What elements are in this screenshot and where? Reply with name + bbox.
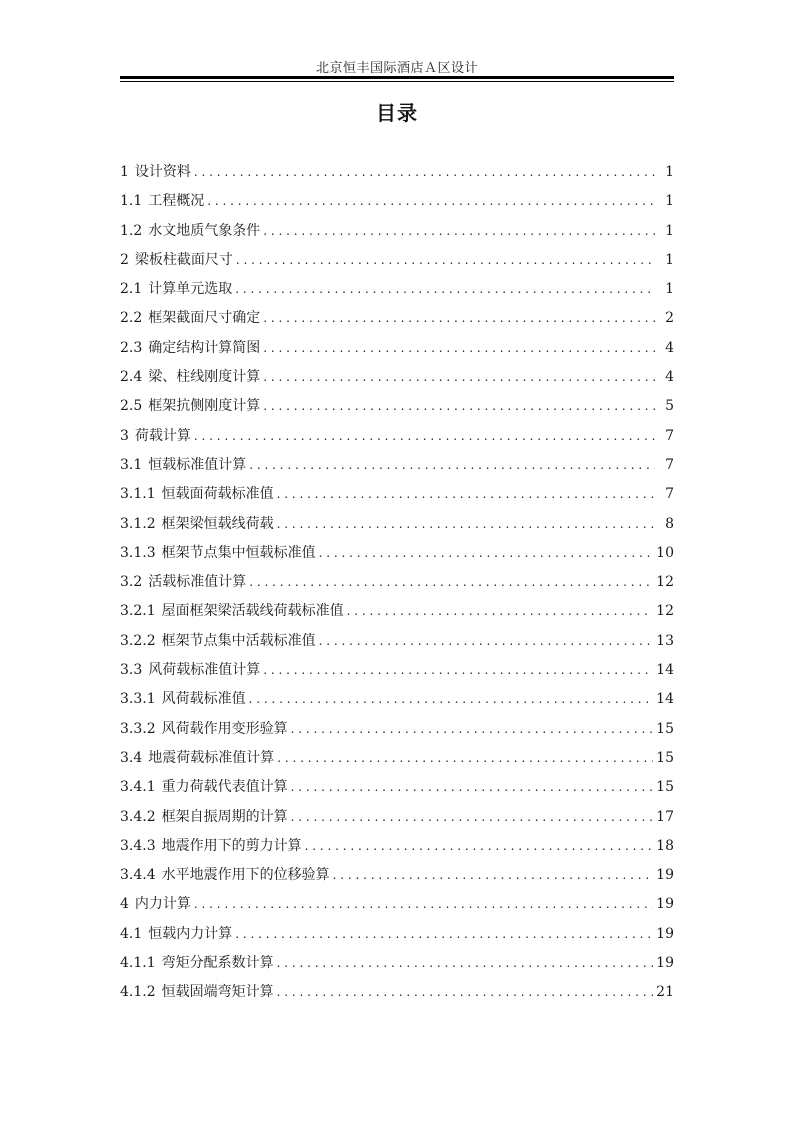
toc-dot-leader: [277, 978, 654, 1007]
toc-dot-leader: [236, 246, 655, 275]
toc-entry-title: 框架节点集中活载标准值: [161, 632, 316, 649]
toc-entry[interactable]: [120, 451, 674, 480]
toc-entry[interactable]: [120, 187, 674, 216]
toc-entry-title: 恒载内力计算: [148, 925, 233, 942]
toc-entry-number: 3: [120, 427, 129, 444]
toc-entry-number: 3.1: [120, 456, 143, 473]
toc-entry-page: 1: [665, 281, 674, 298]
toc-entry-page: 7: [665, 486, 674, 503]
toc-entry[interactable]: [120, 685, 674, 714]
toc-dot-leader: [235, 275, 655, 304]
toc-entry-number: 3.4.2: [120, 808, 156, 825]
toc-entry[interactable]: [120, 978, 674, 1007]
toc-entry-page: 14: [656, 691, 674, 708]
toc-entry-title: 地震荷载标准值计算: [148, 749, 275, 766]
toc-entry[interactable]: [120, 773, 674, 802]
toc-entry-title: 荷载计算: [134, 427, 191, 444]
toc-entry-title: 确定结构计算简图: [148, 339, 261, 356]
toc-entry[interactable]: [120, 949, 674, 978]
toc-entry-title: 框架截面尺寸确定: [148, 310, 261, 327]
toc-entry-title: 地震作用下的剪力计算: [161, 837, 302, 854]
toc-dot-leader: [305, 832, 654, 861]
toc-entry[interactable]: [120, 539, 674, 568]
toc-entry-number: 4.1.2: [120, 984, 156, 1001]
toc-entry-number: 4: [120, 896, 129, 913]
toc-entry-number: 1.2: [120, 222, 143, 239]
toc-entry[interactable]: [120, 627, 674, 656]
toc-entry-title: 水平地震作用下的位移验算: [161, 867, 330, 884]
toc-dot-leader: [277, 744, 653, 773]
toc-entry[interactable]: [120, 510, 674, 539]
toc-entry-page: 18: [656, 837, 674, 854]
toc-dot-leader: [249, 451, 655, 480]
toc-entry[interactable]: [120, 861, 674, 890]
toc-dot-leader: [249, 685, 654, 714]
header-rule-thin: [120, 81, 674, 82]
toc-entry-title: 风荷载作用变形验算: [161, 720, 288, 737]
toc-dot-leader: [207, 187, 655, 216]
toc-entry-number: 3.3.2: [120, 720, 156, 737]
toc-entry[interactable]: [120, 832, 674, 861]
toc-dot-leader: [263, 217, 655, 246]
toc-entry[interactable]: [120, 568, 674, 597]
toc-dot-leader: [263, 656, 653, 685]
toc-dot-leader: [277, 949, 654, 978]
toc-entry-title: 计算单元选取: [148, 281, 233, 298]
toc-entry-page: 4: [665, 369, 674, 386]
toc-entry-number: 1.1: [120, 193, 143, 210]
toc-dot-leader: [291, 773, 654, 802]
toc-dot-leader: [291, 803, 654, 832]
toc-entry-title: 活载标准值计算: [148, 574, 247, 591]
toc-entry-number: 3.3.1: [120, 691, 156, 708]
toc-entry-title: 梁、柱线刚度计算: [148, 369, 261, 386]
toc-entry[interactable]: [120, 334, 674, 363]
toc-entry-title: 梁板柱截面尺寸: [134, 251, 233, 268]
toc-entry-number: 3.2.2: [120, 632, 156, 649]
toc-entry-number: 3.3: [120, 662, 143, 679]
toc-entry-title: 恒载标准值计算: [148, 456, 247, 473]
toc-entry[interactable]: [120, 597, 674, 626]
toc-entry-title: 弯矩分配系数计算: [161, 955, 274, 972]
toc-entry-page: 1: [665, 193, 674, 210]
toc-entry-number: 3.1.2: [120, 515, 156, 532]
toc-dot-leader: [277, 480, 655, 509]
toc-entry-title: 风荷载标准值: [161, 691, 246, 708]
toc-entry-number: 4.1.1: [120, 955, 156, 972]
toc-entry-number: 4.1: [120, 925, 143, 942]
toc-entry-number: 3.1.3: [120, 544, 156, 561]
toc-entry-title: 框架梁恒载线荷载: [161, 515, 274, 532]
toc-entry-title: 设计资料: [134, 164, 191, 180]
toc-dot-leader: [235, 920, 653, 949]
toc-entry-page: 19: [656, 955, 674, 972]
toc-entry-title: 工程概况: [148, 193, 205, 210]
toc-entry-page: 12: [656, 574, 674, 591]
toc-entry-title: 框架自振周期的计算: [161, 808, 288, 825]
toc-entry-number: 2.3: [120, 339, 143, 356]
toc-entry-page: 15: [656, 749, 674, 766]
toc-entry-number: 3.4.3: [120, 837, 156, 854]
toc-entry-page: 21: [656, 984, 674, 1001]
toc-entry-page: 19: [656, 867, 674, 884]
toc-entry[interactable]: [120, 304, 674, 333]
toc-entry-page: 1: [665, 251, 674, 268]
toc-entry-title: 框架节点集中恒载标准值: [161, 544, 316, 561]
toc-entry[interactable]: [120, 217, 674, 246]
toc-entry[interactable]: [120, 480, 674, 509]
toc-entry-page: 7: [665, 456, 674, 473]
toc-dot-leader: [263, 334, 655, 363]
toc-entry-page: 19: [656, 925, 674, 942]
toc-entry-title: 恒载固端弯矩计算: [161, 984, 274, 1001]
toc-entry-title: 重力荷载代表值计算: [161, 779, 288, 796]
toc-entry-page: 1: [665, 164, 674, 180]
toc-entry[interactable]: [120, 656, 674, 685]
toc-entry-page: 15: [656, 779, 674, 796]
toc-dot-leader: [347, 597, 654, 626]
toc-entry-page: 10: [656, 544, 674, 561]
running-header: 北京恒丰国际酒店Ａ区设计: [315, 61, 478, 76]
toc-entry[interactable]: [120, 422, 674, 451]
toc-entry-page: 7: [665, 427, 674, 444]
toc-entry-page: 12: [656, 603, 674, 620]
toc-entry-title: 屋面框架梁活载线荷载标准值: [161, 603, 344, 620]
toc-entry-page: 19: [656, 896, 674, 913]
toc-entry-page: 4: [665, 339, 674, 356]
toc-entry-number: 2.5: [120, 398, 143, 415]
toc-entry[interactable]: [120, 715, 674, 744]
toc-entry-page: 8: [665, 515, 674, 532]
toc-entry-number: 2.2: [120, 310, 143, 327]
toc-entry[interactable]: [120, 890, 674, 919]
toc-entry-page: 14: [656, 662, 674, 679]
header-rule-thick: [120, 76, 674, 79]
toc-entry-title: 风荷载标准值计算: [148, 662, 261, 679]
toc-entry[interactable]: [120, 275, 674, 304]
toc-entry-number: 3.1.1: [120, 486, 156, 503]
toc-dot-leader: [333, 861, 654, 890]
toc-entry-title: 恒载面荷载标准值: [161, 486, 274, 503]
toc-entry[interactable]: [120, 803, 674, 832]
toc-dot-leader: [319, 627, 654, 656]
toc-dot-leader: [194, 158, 655, 187]
toc-entry-page: 15: [656, 720, 674, 737]
toc-entry[interactable]: [120, 363, 674, 392]
toc-entry[interactable]: [120, 920, 674, 949]
toc-entry-number: 3.4: [120, 749, 143, 766]
toc-dot-leader: [194, 890, 653, 919]
toc-entry-page: 1: [665, 222, 674, 239]
toc-entry-page: 13: [656, 632, 674, 649]
table-of-contents: [120, 158, 674, 1008]
toc-dot-leader: [319, 539, 654, 568]
toc-entry[interactable]: [120, 158, 674, 187]
toc-entry-number: 3.2: [120, 574, 143, 591]
toc-entry[interactable]: [120, 246, 674, 275]
toc-dot-leader: [249, 568, 653, 597]
toc-dot-leader: [263, 363, 655, 392]
toc-dot-leader: [194, 422, 655, 451]
toc-entry[interactable]: [120, 744, 674, 773]
toc-entry-number: 3.2.1: [120, 603, 156, 620]
toc-entry-number: 1: [120, 164, 129, 180]
toc-entry-number: 3.4.1: [120, 779, 156, 796]
toc-entry-page: 5: [665, 398, 674, 415]
toc-dot-leader: [263, 392, 655, 421]
toc-entry-number: 2.1: [120, 281, 143, 298]
toc-entry-page: 17: [656, 808, 674, 825]
toc-entry-title: 框架抗侧刚度计算: [148, 398, 261, 415]
toc-dot-leader: [291, 715, 654, 744]
toc-title: 目录: [376, 101, 418, 125]
toc-entry-number: 2.4: [120, 369, 143, 386]
toc-entry[interactable]: [120, 392, 674, 421]
toc-entry-number: 3.4.4: [120, 867, 156, 884]
toc-entry-page: 2: [665, 310, 674, 327]
toc-entry-number: 2: [120, 251, 129, 268]
toc-dot-leader: [263, 304, 655, 333]
toc-dot-leader: [277, 510, 655, 539]
toc-entry-title: 水文地质气象条件: [148, 222, 261, 239]
toc-entry-title: 内力计算: [134, 896, 191, 913]
